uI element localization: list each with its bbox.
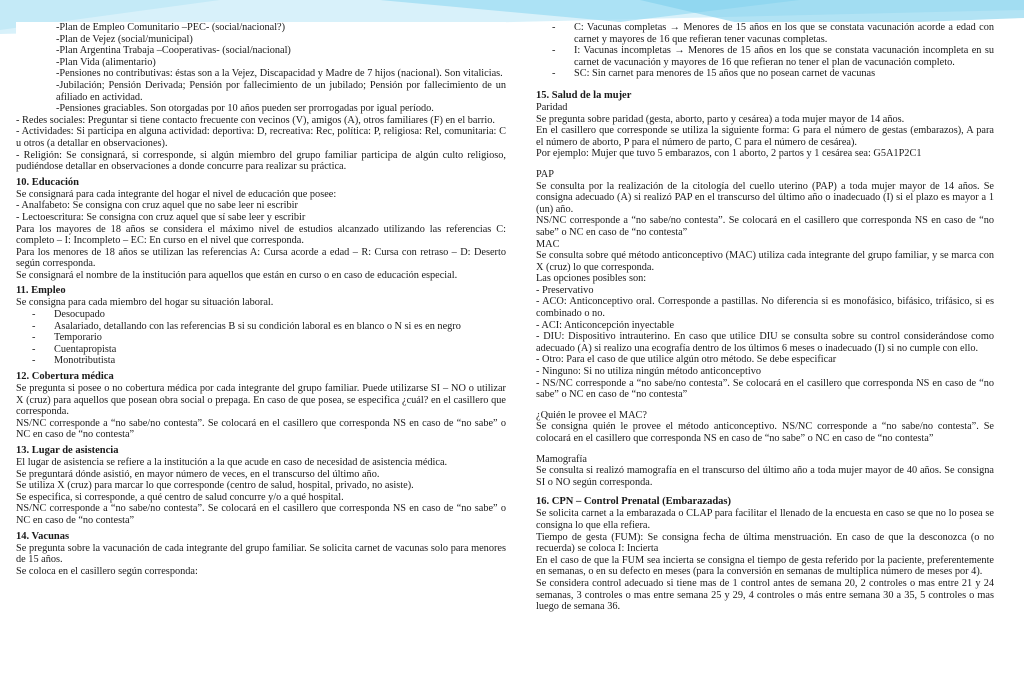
- document-page-right: [536, 22, 994, 677]
- paragraph: Las opciones posibles son:: [536, 273, 647, 285]
- section-prenatal-control: [536, 496, 994, 612]
- plan-line: -Pensiones graciables. Son otorgadas por 10 años pueden ser prorrogadas por igual período.: [56, 103, 434, 115]
- plan-line: -Jubilación; Pensión Derivada; Pensión por fallecimiento de un jubilado; Pensión por fallecimiento de un afiliado en actividad.: [56, 79, 506, 103]
- list-item: - Preservativo: [536, 284, 594, 296]
- section-medical-coverage: [16, 371, 506, 441]
- plan-line: -Plan Argentina Trabaja –Cooperativas- (social/nacional): [56, 45, 291, 57]
- list-item: - Otro: Para el caso de que utilice algún otro método. Se debe especificar: [536, 354, 837, 366]
- subheading: Mamografía: [536, 453, 587, 465]
- paragraph: Se considera control adecuado si tiene mas de 1 control antes de semana 20, 2 controles o mas entre 21 y 24 semanas, 3 controles o mas entre semana 25 y 29, 4 controles o más entre semana 30 a 35, 5 controles o mas luego de semana 36.: [536, 577, 994, 613]
- assistance-plans-list: [16, 22, 506, 115]
- religion-paragraph: - Religión: Se consignará, si corresponde, si algún miembro del grupo familiar participa de algún culto religioso, pudiéndose detallar en observaciones a donde concurre para realizar su práctica.: [16, 149, 506, 173]
- paragraph: Se consigna para cada miembro del hogar su situación laboral.: [16, 297, 274, 309]
- paragraph: Se especifica, si corresponde, a qué centro de salud concurre y/o a qué hospital.: [16, 491, 344, 503]
- paragraph: Se solicita carnet a la embarazada o CLAP para facilitar el llenado de la encuesta en caso se que no lo posea se consigna lo que ella refiera.: [536, 508, 994, 531]
- list-item: - ACI: Anticoncepción inyectable: [536, 319, 675, 331]
- list-item: - Asalariado, detallando con las referencias B si su condición laboral es en blanco o N si es en negro: [32, 320, 461, 332]
- section-place-of-care: [16, 445, 506, 527]
- list-item: - DIU: Dispositivo intrauterino. En caso que utilice DIU se consulta sobre su control considerándose como adecuado (A) si realizo una ecografía dentro de los últimos 6 meses o inadecuado (I) si no cumple con ello.: [536, 331, 994, 354]
- document-page-left: [16, 22, 506, 677]
- paragraph: Se consulta sobre qué método anticonceptivo (MAC) utiliza cada integrante del grupo familiar, y se marca con X (cruz) lo que corresponda.: [536, 250, 994, 273]
- paragraph: Se pregunta sobre la vacunación de cada integrante del grupo familiar. Se solicita carnet de vacunas solo para menores de 15 años.: [16, 542, 506, 566]
- section-title: 10. Educación: [16, 176, 80, 188]
- list-item: - Monotributista: [32, 355, 116, 367]
- social-networks-paragraph: - Redes sociales: Preguntar si tiene contacto frecuente con vecinos (V), amigos (A), otros familiares (F) en el barrio.: [16, 114, 495, 126]
- paragraph: Se pregunta si posee o no cobertura médica por cada integrante del grupo familiar. Puede utilizarse SI – NO o utilizar X (cruz) para aquellos que posean obra social o prepaga. En caso de que posea, se especifica ¿cuál? en el casillero que corresponda.: [16, 383, 506, 418]
- paragraph: El lugar de asistencia se refiere a la institución a la que acude en caso de necesidad de asistencia médica.: [16, 457, 448, 468]
- paragraph: - Lectoescritura: Se consigna con cruz aquel que sí sabe leer y escribir: [16, 211, 306, 223]
- paragraph: - Analfabeto: Se consigna con cruz aquel que no sabe leer ni escribir: [16, 200, 298, 212]
- plan-line: -Pensiones no contributivas: éstas son a la Vejez, Discapacidad y Madre de 7 hijos (nacional). Son vitalicias.: [56, 68, 503, 80]
- paragraph: En el caso de que la FUM sea incierta se consigna el tiempo de gesta referido por la paciente, preferentemente en semanas, o en su defecto en meses (para la conversión en semanas de multiplica número de meses por 4).: [536, 554, 994, 578]
- paragraph: Para los mayores de 18 años se considera el máximo nivel de estudios alcanzado utilizando las referencias C: completo – I: Incompleto – EC: En curso en el nivel que corresponda.: [16, 223, 506, 247]
- paragraph: Se consignará para cada integrante del hogar el nivel de educación que posee:: [16, 188, 337, 200]
- section-title: 14. Vacunas: [16, 530, 70, 542]
- paragraph: Se consulta si realizó mamografía en el transcurso del último año a toda mujer mayor de 40 años. Se consigna SI o NO según corresponda.: [536, 465, 994, 488]
- section-title: 16. CPN – Control Prenatal (Embarazadas): [536, 496, 732, 508]
- section-title: 12. Cobertura médica: [16, 371, 114, 383]
- section-vaccines: [16, 531, 506, 578]
- list-item: - Temporario: [32, 332, 102, 344]
- paragraph: NS/NC corresponde a “no sabe/no contesta”. Se colocará en el casillero que corresponda NS en caso de “no sabe” o NC en caso de “no contesta”: [16, 417, 506, 441]
- list-item: - I: Vacunas incompletas → Menores de 15 años en los que se constata vacunación incompleta en su carnet de vacunación y mayores de 16 que refieran no tener el plan de vacunación completo.: [552, 45, 994, 68]
- paragraph: Se consigna quién le provee el método anticonceptivo. NS/NC corresponde a “no sabe/no contesta”. Se colocará en el casillero que corresponda NS en caso de “no sabe” o NC en caso de “no contesta”: [536, 421, 994, 444]
- subheading: PAP: [536, 168, 554, 180]
- list-item: - SC: Sin carnet para menores de 15 años que no posean carnet de vacunas: [552, 68, 876, 80]
- section-title: 13. Lugar de asistencia: [16, 445, 119, 456]
- list-item: - C: Vacunas completas → Menores de 15 años en los que se constata vacunación acorde a edad con carnet y mayores de 16 que refieran tener vacunas completas.: [552, 22, 994, 45]
- plan-line: -Plan Vida (alimentario): [56, 56, 156, 68]
- paragraph: Se consulta por la realización de la citología del cuello uterino (PAP) a toda mujer mayor de 14 años. Se consigna adecuado (A) si realizó PAP en el transcurso del último año o inadecuado (I) si el plazo es mayor a 1 (un) año.: [536, 180, 994, 215]
- paragraph: Se utiliza X (cruz) para marcar lo que corresponde (centro de salud, hospital, privado, no asiste).: [16, 480, 414, 492]
- plan-line: -Plan de Empleo Comunitario –PEC- (social/nacional?): [56, 22, 286, 33]
- subheading: Paridad: [536, 101, 568, 113]
- paragraph: NS/NC corresponde a “no sabe/no contesta”. Se colocará en el casillero que corresponda NS en caso de “no sabe” o NC en caso de “no contesta”: [536, 215, 994, 238]
- section-title: 11. Empleo: [16, 285, 66, 297]
- paragraph: Se coloca en el casillero según corresponda:: [16, 565, 198, 577]
- list-item: - Ninguno: Si no utiliza ningún método anticonceptivo: [536, 366, 762, 378]
- paragraph: Para los menores de 18 años se utilizan las referencias A: Cursa acorde a edad – R: Cursa con retraso – D: Deserto según corresponda.: [16, 246, 506, 270]
- list-item: - Desocupado: [32, 309, 105, 321]
- list-item: - Cuentapropista: [32, 343, 117, 355]
- list-item: - NS/NC corresponde a “no sabe/no contesta”. Se colocará en el casillero que corresponda NS en caso de “no sabe” o NC en caso de “no contesta”: [536, 377, 994, 401]
- plan-line: -Plan de Vejez (social/municipal): [56, 33, 193, 45]
- section-title: 15. Salud de la mujer: [536, 89, 632, 101]
- paragraph: Se preguntará dónde asistió, en mayor número de veces, en el transcurso del último año.: [16, 468, 380, 480]
- list-item: - ACO: Anticonceptivo oral. Corresponde a pastillas. No diferencia si es monofásico, bifásico, trifásico, si es combinado o no.: [536, 296, 994, 320]
- section-education: [16, 177, 506, 282]
- subheading: MAC: [536, 238, 560, 250]
- subheading: ¿Quién le provee el MAC?: [536, 409, 647, 421]
- paragraph: NS/NC corresponde a “no sabe/no contesta”. Se colocará en el casillero que corresponda NS en caso de “no sabe” o NC en caso de “no contesta”: [16, 503, 506, 526]
- section-womens-health: [536, 90, 994, 488]
- activities-paragraph: - Actividades: Si participa en alguna actividad: deportiva: D, recreativa: Rec, política: P, religiosa: Rel, comunitaria: C u otros (a detallar en observaciones).: [16, 126, 506, 149]
- vaccine-status-list: [536, 22, 994, 80]
- section-employment: [16, 285, 506, 367]
- paragraph: Se pregunta sobre paridad (gesta, aborto, parto y cesárea) a toda mujer mayor de 14 años.: [536, 113, 905, 125]
- paragraph: Tiempo de gesta (FUM): Se consigna fecha de última menstruación. En caso de que la desconozca (o no recuerda) se coloca I: Incierta: [536, 531, 994, 555]
- paragraph: Por ejemplo: Mujer que tuvo 5 embarazos, con 1 aborto, 2 partos y 1 cesárea sea: G5A1P2C1: [536, 148, 922, 160]
- paragraph: En el casillero que corresponde se utiliza la siguiente forma: G para el número de gestas (embarazos), A para el número de aborto, P para el número de parto, C para el número de cesárea).: [536, 125, 994, 148]
- paragraph: Se consignará el nombre de la institución para aquellos que están en curso o en caso de educación especial.: [16, 269, 458, 281]
